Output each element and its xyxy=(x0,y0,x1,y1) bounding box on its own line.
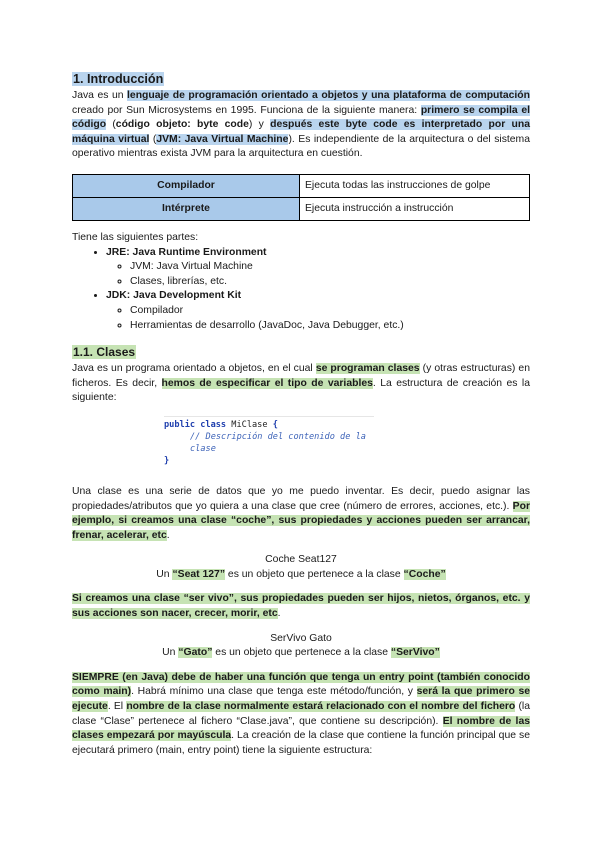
code-line: public class MiClase { xyxy=(164,419,278,430)
text-run: ). Es independiente de la arquitectura o del sistema operativo mientras exista JVM para la arquitectura en cuestión. xyxy=(72,133,530,160)
classes-paragraph-1 xyxy=(72,362,530,406)
highlighted-text: se programan clases xyxy=(315,363,420,375)
parts-list xyxy=(72,246,530,334)
list-item-label: JDK: Java Development Kit xyxy=(106,290,242,302)
code-line: // Descripción del contenido de la clase xyxy=(190,431,366,454)
parts-intro: Tiene las siguientes partes: xyxy=(72,231,199,243)
highlighted-text: “Gato” xyxy=(178,647,213,659)
text-run: . Habrá mínimo una clase que tenga este método/función, y xyxy=(131,686,417,698)
text-run: Java es un xyxy=(72,90,128,101)
example-servivo-text xyxy=(72,646,530,661)
example-servivo-code: SerVivo Gato xyxy=(270,632,332,644)
classes-paragraph-4 xyxy=(72,671,530,759)
list-item xyxy=(106,289,530,333)
text-run: . La estructura de creación es la siguiente: xyxy=(72,377,530,404)
section-heading-clases: 1.1. Clases xyxy=(73,345,136,360)
text-run: (la clase “Clase” pertenece al fichero “Clase.java”, que contiene su descripción). xyxy=(72,701,531,727)
text-run: Java es un programa orientado a objetos, en el cual xyxy=(72,363,316,375)
text-run: ( xyxy=(106,119,116,131)
table-row xyxy=(73,197,530,220)
example-coche-text xyxy=(72,568,530,583)
highlighted-text: Por ejemplo, si creamos una clase “coche”, sus propiedades y acciones pueden ser arrancar, frenar, acelerar, etc xyxy=(72,500,530,541)
table-key-cell: Compilador xyxy=(73,174,300,197)
list-item xyxy=(106,246,530,290)
code-line: } xyxy=(164,455,170,466)
highlighted-text: nombre de la clase normalmente estará relacionado con el nombre del fichero xyxy=(126,701,516,713)
text-run: ) y xyxy=(248,119,271,131)
example-coche-code: Coche Seat127 xyxy=(265,554,337,566)
highlighted-text: SIEMPRE (en Java) debe de haber una función que tenga un entry point (también conocido como main) xyxy=(72,671,530,698)
table-value-cell: Ejecuta instrucción a instrucción xyxy=(300,197,530,220)
table-value-cell: Ejecuta todas las instrucciones de golpe xyxy=(300,174,530,197)
highlighted-text: Si creamos una clase “ser vivo”, sus propiedades pueden ser hijos, nietos, órganos, etc. y sus acciones son nacer, crecer, morir, etc xyxy=(72,593,530,620)
compiler-interpreter-table xyxy=(72,174,530,221)
text-run: . xyxy=(277,608,281,620)
highlighted-text: “Coche” xyxy=(403,568,446,580)
document-page xyxy=(72,72,530,758)
text-run: Un xyxy=(162,647,179,659)
text-run: Un xyxy=(156,568,173,580)
sub-list-item: ◦ Herramientas de desarrollo (JavaDoc, Java Debugger, etc.) xyxy=(130,319,530,334)
text-run: es un objeto que pertenece a la clase xyxy=(225,568,404,580)
text-run: Una clase es una serie de datos que yo me puedo inventar. Es decir, puedo asignar las propiedades/atributos que yo quiera a una clase que cree (número de errores, acciones, etc.). xyxy=(72,485,530,512)
sub-list xyxy=(106,260,530,289)
highlighted-text: JVM: Java Virtual Machine xyxy=(156,133,289,145)
list-item-label: JRE: Java Runtime Environment xyxy=(106,246,267,258)
text-run: es un objeto que pertenece a la clase xyxy=(212,647,391,659)
highlighted-text: “SerVivo” xyxy=(390,647,440,659)
highlighted-text: será la que primero se ejecute xyxy=(72,686,531,713)
code-block-class xyxy=(164,416,374,467)
highlighted-text: “Seat 127” xyxy=(172,568,226,580)
text-run: . xyxy=(166,529,170,541)
text-run: creado por Sun Microsystems en 1995. Funciona de la siguiente manera: xyxy=(72,104,421,116)
text-run: (y otras estructuras) en ficheros. Es decir, xyxy=(72,363,530,389)
classes-paragraph-2 xyxy=(72,485,530,543)
table-key-cell: Intérprete xyxy=(73,197,300,220)
highlighted-text: lenguaje de programación orientado a objetos y una plataforma de computación xyxy=(127,90,531,101)
highlighted-text: hemos de especificar el tipo de variables xyxy=(161,377,373,389)
highlighted-text: después este byte code es interpretado por una máquina virtual xyxy=(72,119,530,145)
intro-paragraph xyxy=(72,89,530,162)
sub-list xyxy=(106,304,530,333)
text-run: . La creación de la clase que contiene la función principal que se ejecutará primero (main, entry point) tiene la siguiente estructura: xyxy=(72,730,530,756)
highlighted-text: El nombre de las clases empezará por mayúscula xyxy=(72,715,531,742)
classes-paragraph-3 xyxy=(72,592,530,621)
sub-list-item: ◦ Clases, librerías, etc. xyxy=(130,275,530,290)
sub-list-item: ◦ JVM: Java Virtual Machine xyxy=(130,260,530,275)
text-run: ( xyxy=(149,133,157,145)
section-heading-introduccion: 1. Introducción xyxy=(73,72,164,86)
text-run: . El xyxy=(107,701,127,713)
table-row xyxy=(73,174,530,197)
highlighted-text: primero se compila el código xyxy=(72,104,530,131)
highlighted-text: código objeto: byte code xyxy=(115,119,249,131)
sub-list-item: ◦ Compilador xyxy=(130,304,530,319)
